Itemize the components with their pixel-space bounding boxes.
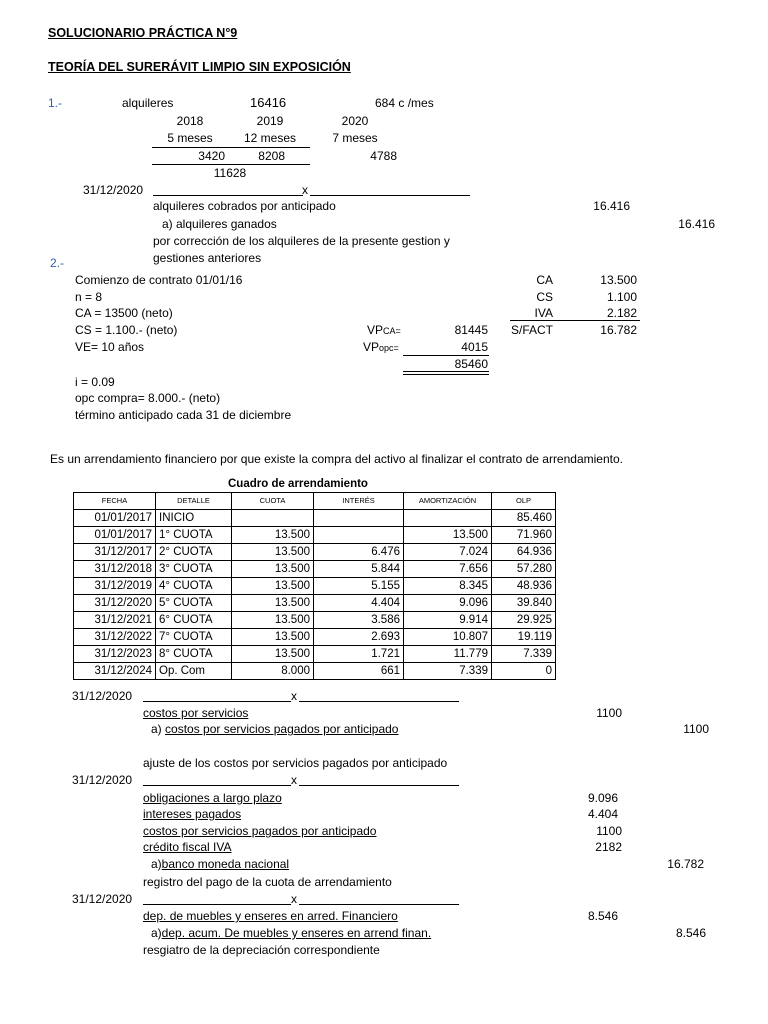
table-row bbox=[74, 578, 556, 595]
side-value: 13.500 bbox=[600, 273, 637, 287]
divider bbox=[403, 374, 489, 375]
cell: 0 bbox=[492, 663, 556, 680]
entry-date: 31/12/2020 bbox=[72, 689, 133, 703]
cell: Op. Com bbox=[156, 663, 232, 680]
lease-statement: Es un arrendamiento financiero por que existe la compra del activo al finalizar el contrato de arrendamiento. bbox=[50, 452, 623, 466]
entry-gloss: gestiones anteriores bbox=[153, 251, 262, 265]
divider bbox=[403, 355, 489, 356]
contract-line: VE= 10 años bbox=[75, 340, 145, 354]
lease-table bbox=[73, 492, 556, 680]
side-value: 1.100 bbox=[606, 290, 637, 304]
table-row bbox=[74, 629, 556, 646]
cell bbox=[314, 527, 404, 544]
side-value: 2.182 bbox=[606, 306, 637, 320]
contract-extra: i = 0.09 bbox=[75, 375, 115, 389]
cell: 19.119 bbox=[492, 629, 556, 646]
cell: 6.476 bbox=[314, 544, 404, 561]
cell: 13.500 bbox=[232, 544, 314, 561]
divider bbox=[299, 701, 459, 702]
cell: 10.807 bbox=[404, 629, 492, 646]
section-2-number: 2.- bbox=[50, 256, 65, 270]
contract-line: CA = 13500 (neto) bbox=[75, 306, 173, 320]
credit-amount: 16.782 bbox=[667, 857, 704, 871]
cell: 3° CUOTA bbox=[156, 561, 232, 578]
cell: 5.844 bbox=[314, 561, 404, 578]
cell: 29.925 bbox=[492, 612, 556, 629]
cell bbox=[232, 510, 314, 527]
cell: 31/12/2024 bbox=[74, 663, 156, 680]
cell: 31/12/2022 bbox=[74, 629, 156, 646]
entry-date: 31/12/2020 bbox=[72, 892, 133, 906]
cell: 13.500 bbox=[232, 646, 314, 663]
rent-label: alquileres bbox=[122, 96, 174, 110]
cell: 11.779 bbox=[404, 646, 492, 663]
year-2018: 2018 bbox=[176, 114, 204, 128]
debit-amount: 8.546 bbox=[587, 909, 618, 923]
cell: 8° CUOTA bbox=[156, 646, 232, 663]
cell: 48.936 bbox=[492, 578, 556, 595]
column-header: DETALLE bbox=[156, 493, 232, 510]
cell: 7.656 bbox=[404, 561, 492, 578]
vp-opc-value: 4015 bbox=[461, 340, 488, 354]
cell: 31/12/2020 bbox=[74, 595, 156, 612]
cell: 7.339 bbox=[404, 663, 492, 680]
section-1-number: 1.- bbox=[48, 96, 63, 110]
cell: 5° CUOTA bbox=[156, 595, 232, 612]
cell: 13.500 bbox=[232, 561, 314, 578]
side-value: 16.782 bbox=[600, 323, 637, 337]
table-caption: Cuadro de arrendamiento bbox=[228, 478, 368, 490]
divider bbox=[152, 164, 310, 165]
vp-opc-label: VPopc= bbox=[363, 340, 399, 354]
credit-line: a)banco moneda nacional bbox=[151, 857, 290, 871]
entry-gloss: registro del pago de la cuota de arrendamiento bbox=[143, 875, 392, 889]
entry-date: 31/12/2020 bbox=[72, 773, 133, 787]
divider bbox=[510, 320, 640, 321]
side-label: S/FACT bbox=[510, 323, 553, 337]
divider bbox=[143, 904, 291, 905]
cell: 13.500 bbox=[232, 578, 314, 595]
value-2020: 4788 bbox=[370, 149, 397, 163]
contract-line: CS = 1.100.- (neto) bbox=[75, 323, 178, 337]
debit-account: dep. de muebles y enseres en arred. Financiero bbox=[143, 909, 398, 923]
credit-amount: 16.416 bbox=[678, 217, 715, 231]
cell: 31/12/2018 bbox=[74, 561, 156, 578]
months-2018: 5 meses bbox=[167, 131, 213, 145]
debit-amount: 1100 bbox=[596, 706, 622, 720]
cell: 1° CUOTA bbox=[156, 527, 232, 544]
cell: 13.500 bbox=[404, 527, 492, 544]
cell: 13.500 bbox=[232, 595, 314, 612]
debit-account: intereses pagados bbox=[143, 807, 242, 821]
credit-line: a)dep. acum. De muebles y enseres en arrend finan. bbox=[151, 926, 432, 940]
contract-line: Comienzo de contrato 01/01/16 bbox=[75, 273, 243, 287]
entry-gloss: resgiatro de la depreciación correspondiente bbox=[143, 943, 380, 957]
cell: 31/12/2017 bbox=[74, 544, 156, 561]
credit-account: a) alquileres ganados bbox=[162, 217, 277, 231]
divider bbox=[152, 147, 310, 148]
column-header: OLP bbox=[492, 493, 556, 510]
cell: 85.460 bbox=[492, 510, 556, 527]
cell: 39.840 bbox=[492, 595, 556, 612]
cell: 64.936 bbox=[492, 544, 556, 561]
side-label: CA bbox=[536, 273, 553, 287]
debit-account: alquileres cobrados por anticipado bbox=[153, 199, 336, 213]
divider bbox=[143, 785, 291, 786]
cell: 01/01/2017 bbox=[74, 510, 156, 527]
divider bbox=[299, 904, 459, 905]
column-header: CUOTA bbox=[232, 493, 314, 510]
year-2020: 2020 bbox=[341, 114, 369, 128]
debit-amount: 4.404 bbox=[587, 807, 618, 821]
rent-amount: 16416 bbox=[250, 95, 287, 110]
months-2019: 12 meses bbox=[243, 131, 297, 145]
cell: 4.404 bbox=[314, 595, 404, 612]
entry-gloss: por corrección de los alquileres de la presente gestion y bbox=[153, 234, 450, 248]
entry-separator: x bbox=[291, 689, 297, 703]
credit-amount: 8.546 bbox=[675, 926, 706, 940]
table-row bbox=[74, 510, 556, 527]
year-2019: 2019 bbox=[256, 114, 284, 128]
cell: 13.500 bbox=[232, 527, 314, 544]
cell: 1.721 bbox=[314, 646, 404, 663]
table-row bbox=[74, 595, 556, 612]
table-row bbox=[74, 646, 556, 663]
debit-amount: 16.416 bbox=[593, 199, 630, 213]
entry-separator: x bbox=[291, 892, 297, 906]
cell: 31/12/2021 bbox=[74, 612, 156, 629]
debit-account: crédito fiscal IVA bbox=[143, 840, 232, 854]
cell: INICIO bbox=[156, 510, 232, 527]
cell: 71.960 bbox=[492, 527, 556, 544]
value-2018: 3420 bbox=[198, 149, 225, 163]
cell: 8.345 bbox=[404, 578, 492, 595]
table-row bbox=[74, 527, 556, 544]
vp-total: 85460 bbox=[454, 357, 488, 371]
divider bbox=[310, 195, 470, 196]
cell: 3.586 bbox=[314, 612, 404, 629]
cell: 2.693 bbox=[314, 629, 404, 646]
cell: 7.024 bbox=[404, 544, 492, 561]
value-2019: 8208 bbox=[258, 149, 285, 163]
cell bbox=[314, 510, 404, 527]
table-row bbox=[74, 544, 556, 561]
debit-amount: 1100 bbox=[596, 824, 622, 838]
table-row bbox=[74, 561, 556, 578]
debit-account: costos por servicios bbox=[143, 706, 249, 720]
cell: 7.339 bbox=[492, 646, 556, 663]
divider bbox=[143, 701, 291, 702]
cell: 9.914 bbox=[404, 612, 492, 629]
cell: 13.500 bbox=[232, 629, 314, 646]
entry-separator: x bbox=[291, 773, 297, 787]
column-header: INTERÉS bbox=[314, 493, 404, 510]
page-subtitle: TEORÍA DEL SURERÁVIT LIMPIO SIN EXPOSICIÓN bbox=[48, 60, 351, 74]
cell: 4° CUOTA bbox=[156, 578, 232, 595]
side-label: IVA bbox=[534, 306, 553, 320]
column-header: FECHA bbox=[74, 493, 156, 510]
entry-separator: x bbox=[302, 183, 308, 197]
cell: 6° CUOTA bbox=[156, 612, 232, 629]
cell: 661 bbox=[314, 663, 404, 680]
sum-value: 11628 bbox=[213, 166, 247, 180]
debit-account: costos por servicios pagados por anticipado bbox=[143, 824, 377, 838]
cell: 01/01/2017 bbox=[74, 527, 156, 544]
column-header: AMORTIZACIÓN bbox=[404, 493, 492, 510]
debit-amount: 9.096 bbox=[587, 791, 618, 805]
cell: 5.155 bbox=[314, 578, 404, 595]
side-label: CS bbox=[536, 290, 553, 304]
vp-ca-label: VPCA= bbox=[367, 323, 401, 337]
page-title: SOLUCIONARIO PRÁCTICA N°9 bbox=[48, 26, 238, 40]
cell: 2° CUOTA bbox=[156, 544, 232, 561]
cell: 8.000 bbox=[232, 663, 314, 680]
table-row bbox=[74, 663, 556, 680]
cell: 7° CUOTA bbox=[156, 629, 232, 646]
months-2020: 7 meses bbox=[332, 131, 378, 145]
credit-line: a) costos por servicios pagados por anticipado bbox=[151, 722, 399, 736]
cell: 57.280 bbox=[492, 561, 556, 578]
rent-rate: 684 c /mes bbox=[375, 96, 434, 110]
cell: 31/12/2019 bbox=[74, 578, 156, 595]
table-header-row bbox=[74, 493, 556, 510]
vp-ca-value: 81445 bbox=[454, 323, 488, 337]
cell: 9.096 bbox=[404, 595, 492, 612]
entry-date: 31/12/2020 bbox=[83, 183, 144, 197]
contract-extra: opc compra= 8.000.- (neto) bbox=[75, 391, 221, 405]
cell: 31/12/2023 bbox=[74, 646, 156, 663]
divider bbox=[403, 371, 489, 372]
entry-gloss: ajuste de los costos por servicios pagados por anticipado bbox=[143, 756, 448, 770]
contract-line: n = 8 bbox=[75, 290, 103, 304]
contract-extra: término anticipado cada 31 de diciembre bbox=[75, 408, 292, 422]
credit-amount: 1100 bbox=[683, 722, 709, 736]
divider bbox=[299, 785, 459, 786]
debit-amount: 2182 bbox=[595, 840, 622, 854]
cell: 13.500 bbox=[232, 612, 314, 629]
debit-account: obligaciones a largo plazo bbox=[143, 791, 282, 805]
divider bbox=[153, 195, 303, 196]
table-row bbox=[74, 612, 556, 629]
cell bbox=[404, 510, 492, 527]
